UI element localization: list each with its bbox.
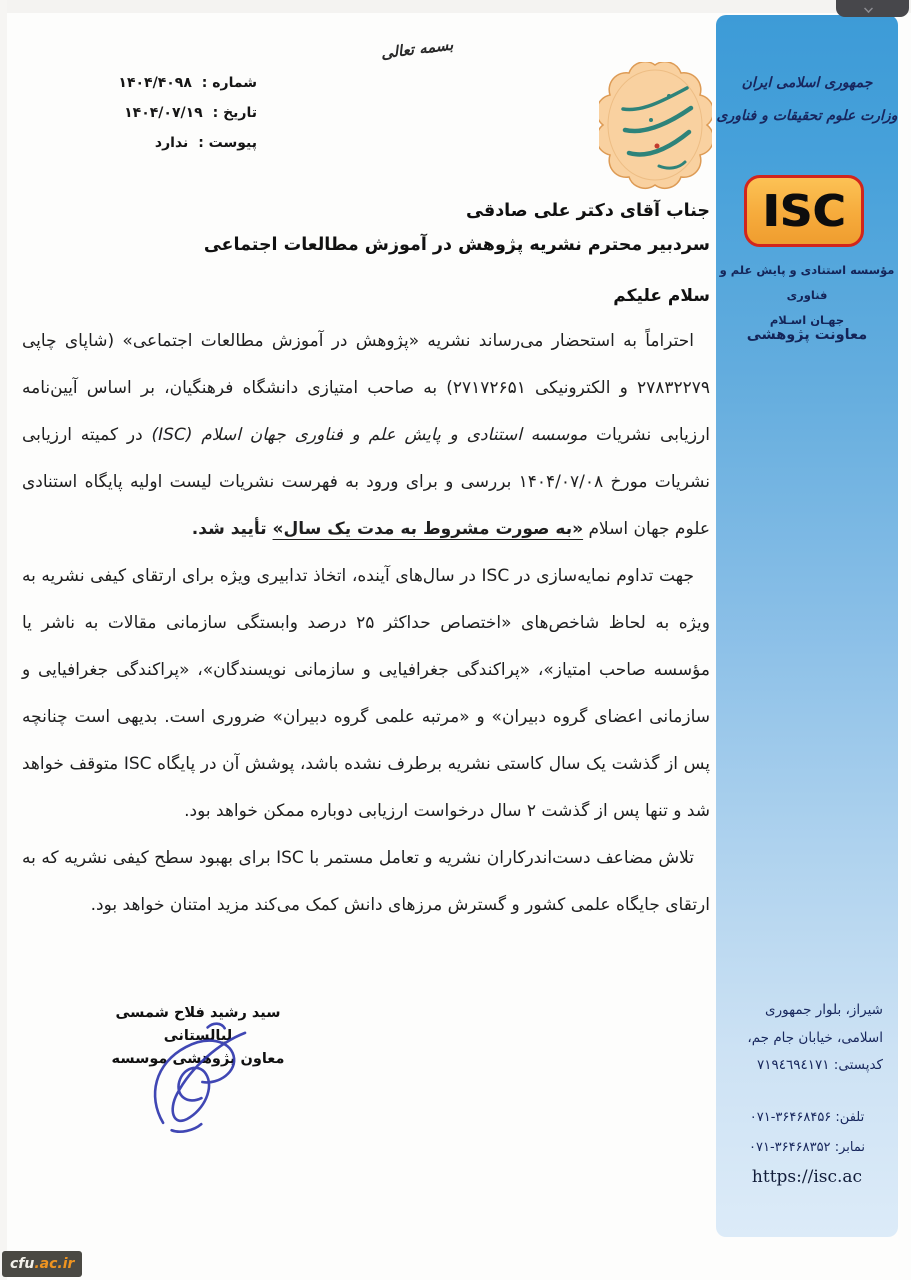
watermark-prefix: cfu [10,1256,35,1272]
address-block [716,997,898,1080]
isc-logo [744,175,864,247]
signatory-title: معاون پژوهشی موسسه [111,1051,285,1067]
gov-line-2: وزارت علوم تحقیقات و فناوری [716,108,898,124]
p1-conditional-phrase: «به صورت مشروط به مدت یک سال» [272,519,584,539]
site-watermark [2,1251,82,1277]
handwritten-signature-icon [112,1010,292,1144]
paragraph-3: تلاش مضاعف دست‌اندرکاران نشریه و تعامل مستمر با ISC برای بهبود سطح کیفی نشریه که به ارتقای جایگاه علمی کشور و گسترش مرزهای دانش کمک می‌کند مزید امتنان خواهد بود. [22,848,710,915]
letter-body [22,318,710,929]
fax-line [716,1133,898,1163]
organization-name [716,258,898,333]
meta-number-value: ۱۴۰۴/۴۰۹۸ [118,75,192,91]
year-slogan-emblem-icon [599,62,712,191]
fax-label: نمابر: [834,1140,865,1155]
org-line-2: جهـان اسـلام [769,313,845,327]
meta-number-label: شماره : [201,75,257,91]
p1-confirmed-text: تأیید شد. [191,519,273,539]
org-line-1: مؤسسه استنادی و پایش علم و فناوری [719,263,895,302]
department-name: معاونت پژوهشی [746,327,868,343]
paragraph-2: جهت تداوم نمایه‌سازی در ISC در سال‌های آینده، اتخاذ تدابیری ویژه برای ارتقای کیفی نشریه به ویژه به لحاظ شاخص‌های «اختصاص حداکثر ۲۵ درصد وابستگی سازمانی مقالات به ناشر یا مؤسسه صاحب امتیاز»، «پراکندگی جغرافیایی و سازمانی نویسندگان»، «پراکندگی جغرافیایی و سازمانی اعضای گروه دبیران» و «مرتبه علمی گروه دبیران» ضروری است. بدیهی است چنانچه پس از گذشت یک سال کاستی نشریه برطرف نشده باشد، پوشش آن در پایگاه ISC متوقف خواهد شد و تنها پس از گذشت ۲ سال درخواست ارزیابی دوباره ممکن خواهد بود. [22,566,711,821]
postal-code-line [731,1052,883,1080]
letterhead-sidebar [716,15,898,1237]
phone-label: تلفن: [835,1110,865,1125]
meta-attachment-label: پیوست : [198,135,257,151]
p1-seg1: احتراماً به استحضار می‌رساند نشریه «پژوهش در آموزش مطالعات اجتماعی» (شاپای چاپی ۲۷۸۳۲۲۷۹ و الکترونیکی ۲۷۱۷۲۶۵۱) به صاحب امتیازی دانشگاه فرهنگیان، بر اساس آیین‌نامه ارزیابی نشریات [22,331,710,445]
recipient-title: سردبیر محترم نشریه پژوهش در آموزش مطالعات اجتماعی [203,235,710,255]
p1-institute-italic: موسسه استنادی و پایش علم و فناوری جهان اسلام (ISC) [151,425,588,445]
meta-attachment [62,128,257,158]
phone-number: ۰۷۱-۳۶۴۶۸۴۵۶ [749,1110,832,1125]
top-right-overlay [836,0,909,17]
meta-date [62,98,257,128]
page-edge-left [0,0,7,1280]
page-edge-top [0,0,911,13]
postal-label: کدپستی: [833,1057,883,1073]
isc-logo-text: ISC [762,185,846,237]
salutation-text: سلام علیکم [613,286,710,306]
meta-date-label: تاریخ : [212,105,257,121]
p1-seg2: در کمیته ارزیابی نشریات مورخ ۱۴۰۴/۰۷/۰۸ بررسی و برای ورود به فهرست نشریات لیست اولیه پایگاه استنادی علوم جهان اسلام [22,425,711,539]
meta-attachment-value: ندارد [154,135,189,151]
meta-date-value: ۱۴۰۴/۰۷/۱۹ [124,105,203,121]
meta-number [62,68,257,98]
letter-meta [62,68,257,158]
recipient-block [22,194,710,262]
chevron-down-icon [864,4,873,13]
address-line-2: اسلامی، خیابان جام جم، [747,1029,883,1046]
paragraph-1 [22,318,710,553]
government-header [716,67,898,133]
gov-line-1: جمهوری اسلامی ایران [741,75,873,91]
fax-number: ۰۷۱-۳۶۴۶۸۳۵۲ [749,1140,831,1155]
address-line-1: شیراز، بلوار جمهوری [765,1002,883,1018]
website-url: https://isc.ac [751,1167,863,1187]
phone-line [716,1103,898,1133]
watermark-suffix: .ac.ir [34,1256,75,1272]
postal-value: ۷۱۹٤٦٩٤۱۷۱ [756,1057,830,1073]
signatory-name: سید رشید فلاح شمسی لیالستانی [115,1005,281,1044]
contact-block [716,1103,898,1163]
bismillah-text: بسمه تعالی [379,35,455,63]
recipient-name: جناب آقای دکتر علی صادقی [466,201,710,221]
